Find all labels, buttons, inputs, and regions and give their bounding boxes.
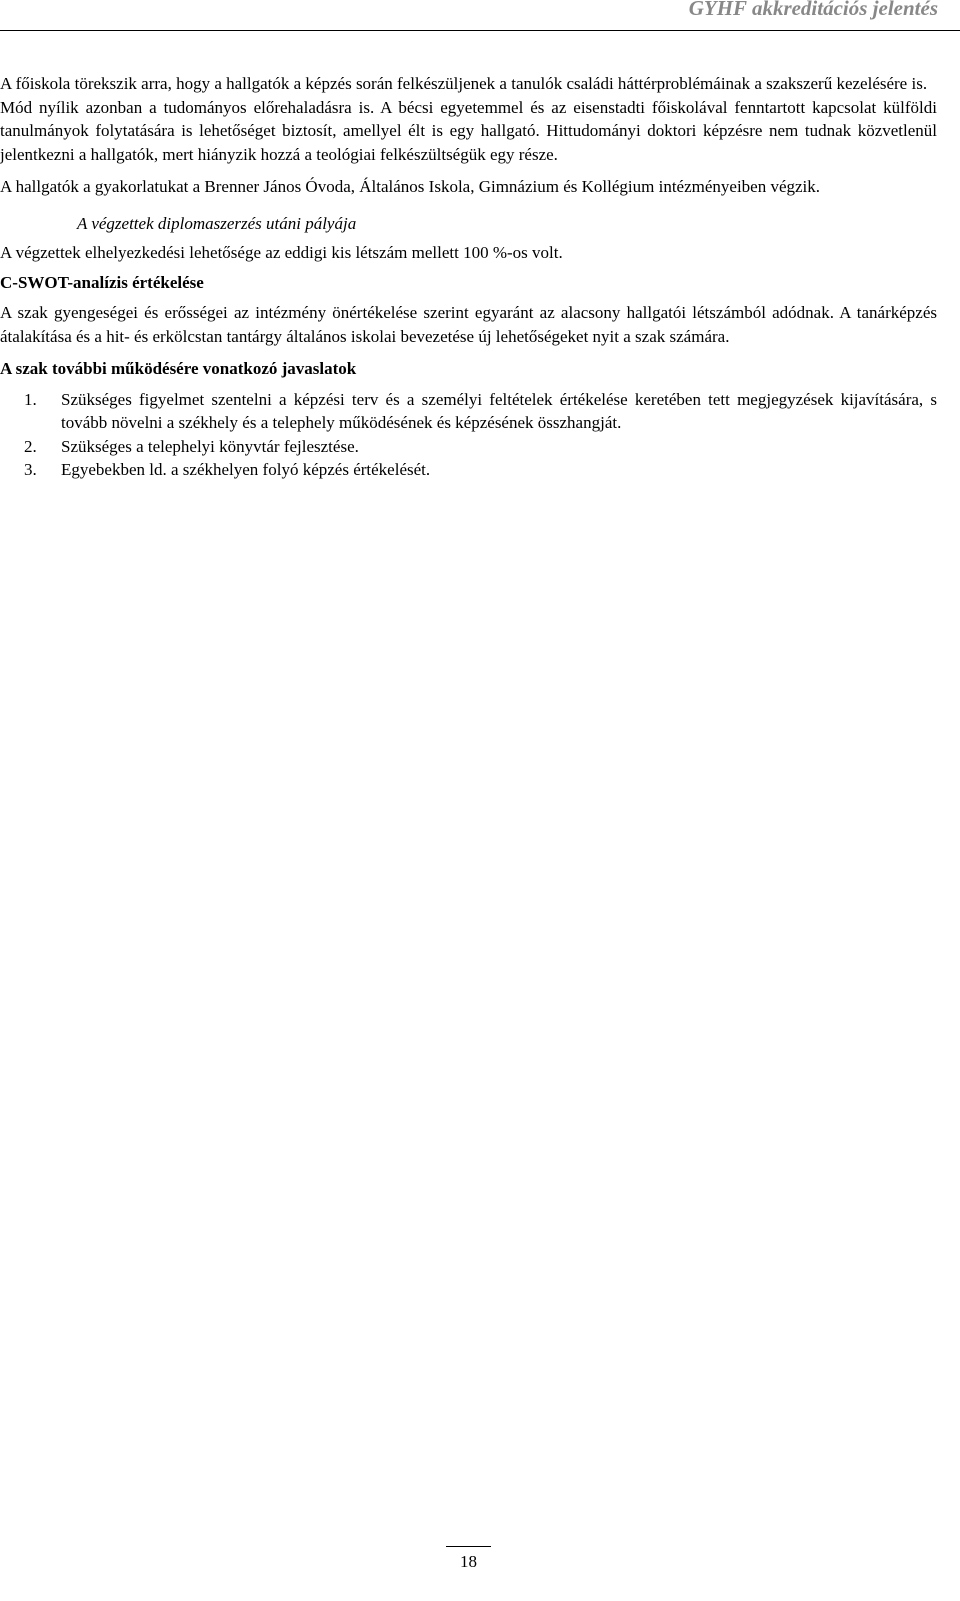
heading-swot: C-SWOT-analízis értékelése [0, 272, 204, 292]
document-body [0, 72, 937, 482]
page-footer [0, 1546, 937, 1572]
subheading-career: A végzettek diplomaszerzés utáni pályája [77, 213, 357, 233]
list-item-number: 1. [24, 389, 37, 409]
list-item [0, 458, 937, 482]
list-item [0, 388, 937, 435]
header-title: GYHF akkreditációs jelentés [688, 0, 938, 20]
paragraph-employment: A végzettek elhelyezkedési lehetősége az eddigi kis létszám mellett 100 %-os volt. [0, 243, 563, 262]
page-number: 18 [446, 1546, 491, 1572]
list-item-number: 2. [24, 436, 37, 456]
list-item-text: Egyebekben ld. a székhelyen folyó képzés értékelését. [61, 460, 431, 479]
page-header [0, 0, 960, 31]
list-item-text: Szükséges figyelmet szentelni a képzési terv és a személyi feltételek értékelése keretében tett megjegyzések kijavítására, s tovább növelni a székhely és a telephely működésének és képzésének összhangját. [61, 389, 937, 432]
paragraph-swot: A szak gyengeségei és erősségei az intézmény önértékelése szerint egyaránt az alacsony hallgatói létszámból adódnak. A tanárképzés átalakítása és a hit- és erkölcstan tantárgy általános iskolai bevezetése új lehetőségeket nyit a szak számára. [0, 303, 937, 346]
paragraph-family-problems: A főiskola törekszik arra, hogy a hallgatók a képzés során felkészüljenek a tanulók családi háttérproblémáinak a szakszerű kezelésére is. [0, 74, 928, 93]
list-item-number: 3. [24, 460, 37, 479]
list-item [0, 435, 937, 459]
paragraph-academic-progress: Mód nyílik azonban a tudományos előrehaladásra is. A bécsi egyetemmel és az eisenstadti főiskolával fenntartott kapcsolat külföldi tanulmányok folytatására is lehetőséget biztosít, amellyel élt is egy hallgató. Hittudományi doktori képzésre nem tudnak közvetlenül jelentkezni a hallgatók, mert hiányzik hozzá a teológiai felkészültségük egy része. [0, 97, 937, 164]
paragraph-practice: A hallgatók a gyakorlatukat a Brenner János Óvoda, Általános Iskola, Gimnázium és Kollégium intézményeiben végzik. [0, 177, 821, 196]
recommendations-list [0, 388, 937, 482]
heading-recommendations: A szak további működésére vonatkozó javaslatok [0, 359, 357, 378]
list-item-text: Szükséges a telephelyi könyvtár fejlesztése. [61, 436, 359, 456]
